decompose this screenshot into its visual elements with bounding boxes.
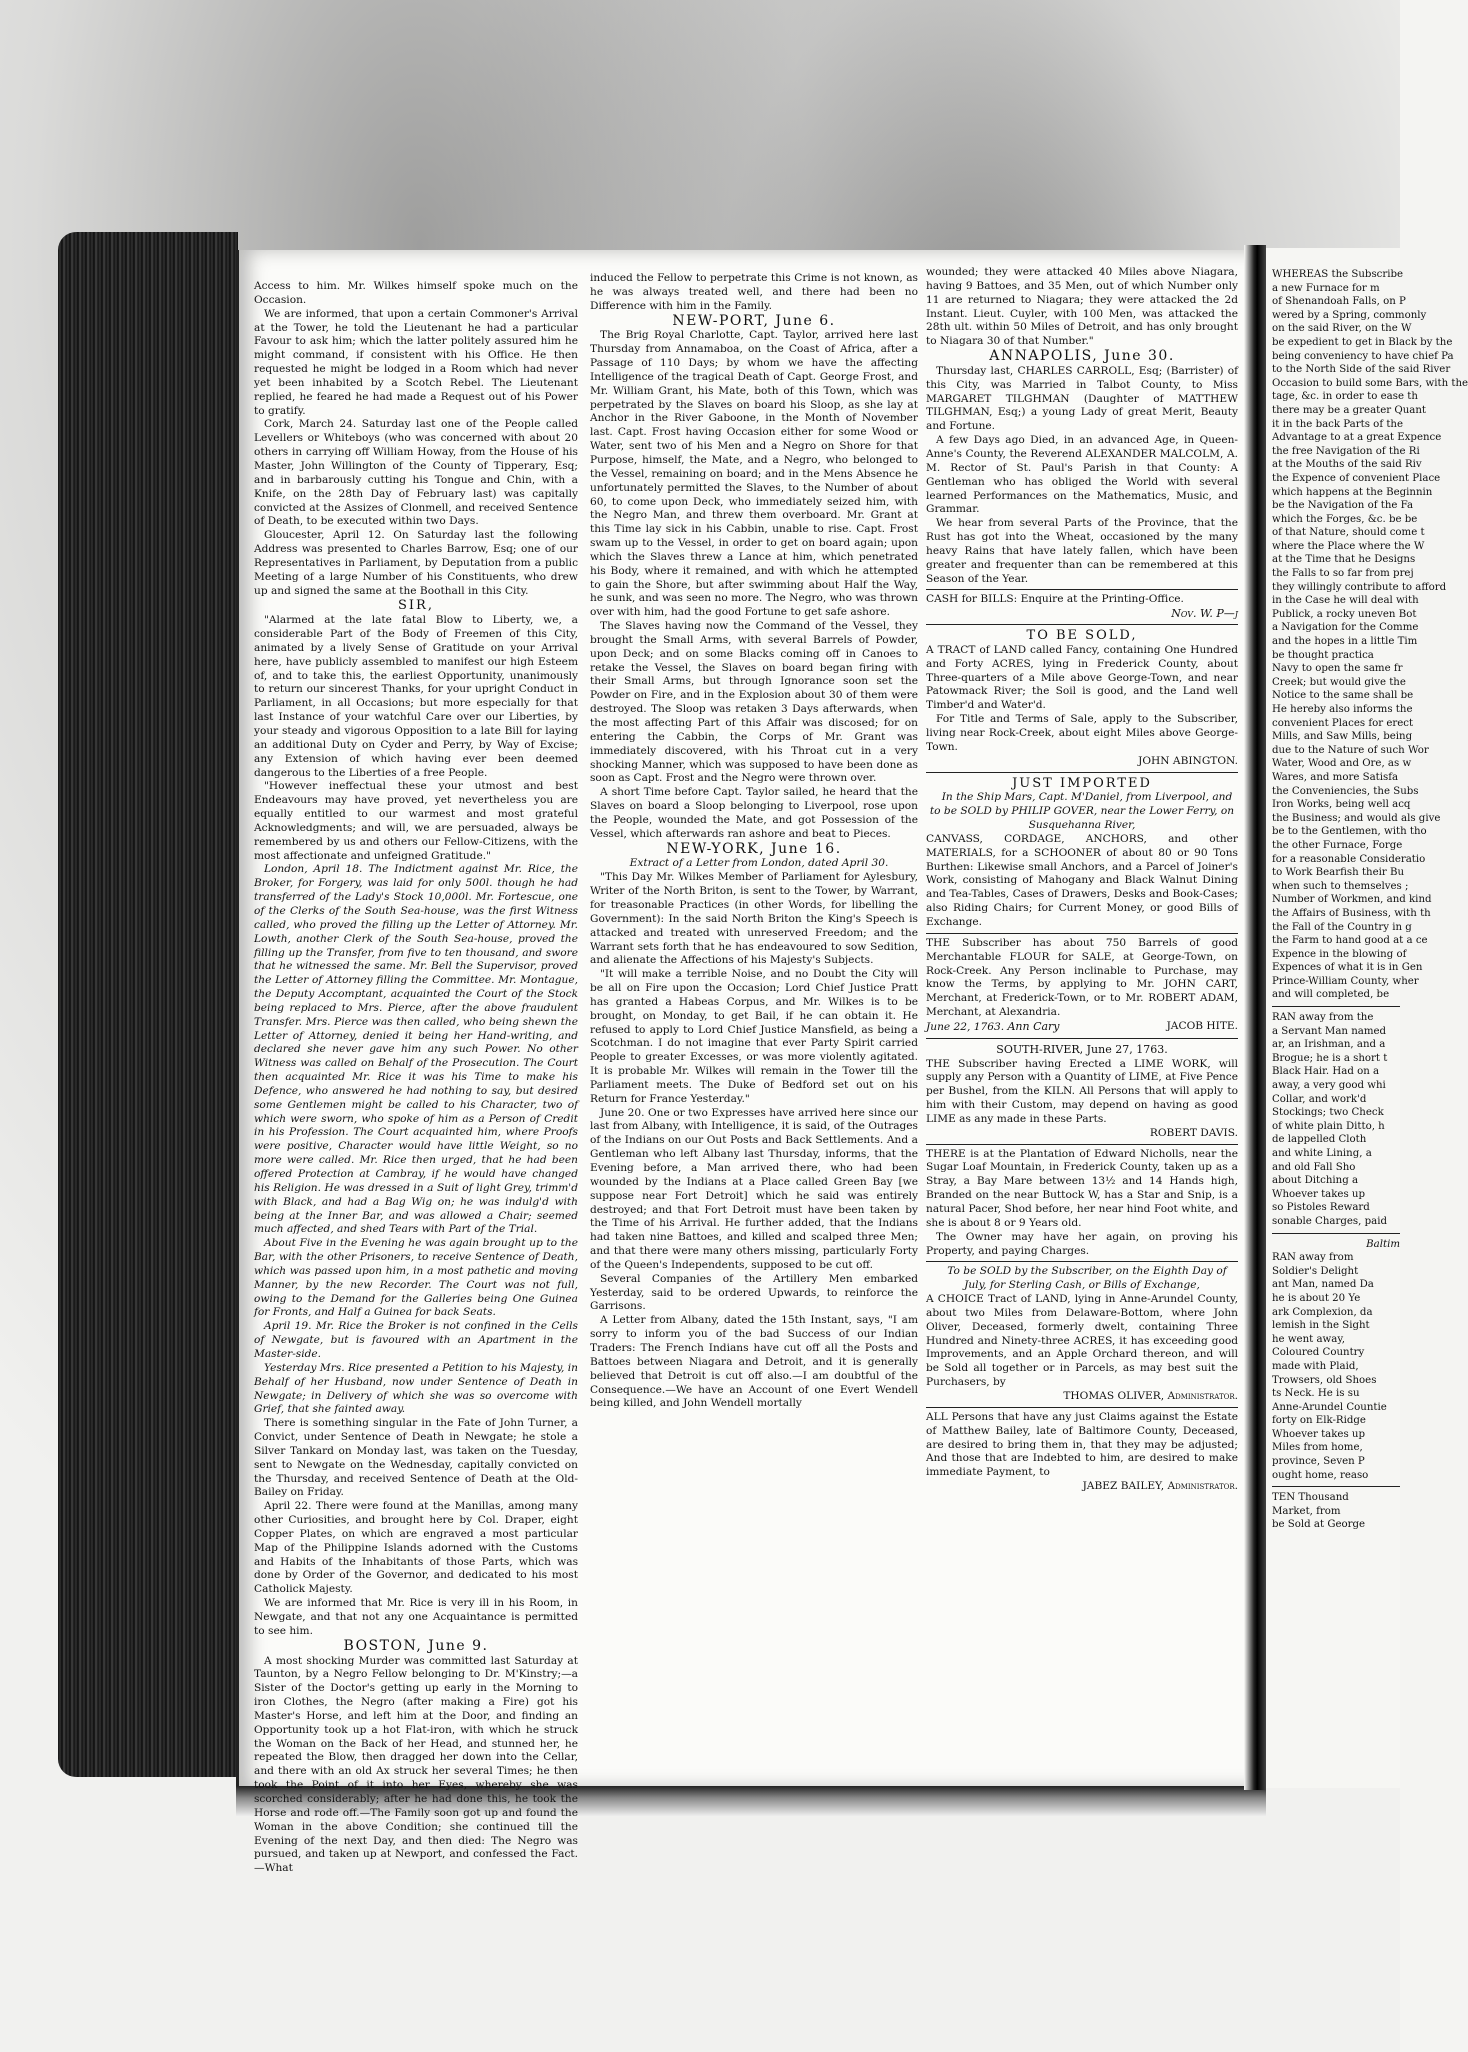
- text-line: and white Lining, a: [1272, 1148, 1372, 1159]
- text-line: TEN Thousand: [1272, 1492, 1349, 1504]
- ad-signature: JABEZ BAILEY, Administrator.: [1082, 1480, 1238, 1493]
- text-line: of that Nature, should come t: [1272, 527, 1425, 539]
- text-line: at the Mouths of the said Riv: [1272, 459, 1422, 471]
- extract-subheading: Extract of a Letter from London, dated April 30.: [629, 857, 889, 870]
- text-line: ts Neck. He is su: [1272, 1388, 1360, 1400]
- text-line: the Falls to so far from prej: [1272, 568, 1414, 580]
- text-line: ought home, reaso: [1272, 1469, 1369, 1481]
- ad-text: CASH for BILLS: Enquire at the Printing-Office.: [926, 593, 1184, 606]
- column-4-partial: [1272, 268, 1468, 1532]
- text-line: Coloured Country: [1272, 1347, 1365, 1359]
- text-line: the Conveniencies, the Subs: [1272, 785, 1419, 797]
- text-line: he went away,: [1272, 1333, 1345, 1345]
- ad-signature: JOHN ABINGTON.: [1138, 754, 1238, 767]
- text-line: to Work Bearfish their Bu: [1272, 867, 1405, 879]
- advertisement-tract: [926, 1261, 1238, 1403]
- text-line: and old Fall Sho: [1272, 1161, 1356, 1173]
- text-paragraph: "This Day Mr. Wilkes Member of Parliament for Aylesbury, Writer of the North Briton, is sent to the Tower, by Warrant, for treasonable Practices (in other Words, for libelling the Government): In the said North Briton the King's Speech is attacked and treated with unreserved Freedom; and the Warrant sets forth that he has endeavoured to sow Sedition, and alienate the Affections of his Majesty's Subjects.: [590, 871, 918, 967]
- ad-text: A TRACT of LAND called Fancy, containing One Hundred and Forty ACRES, lying in Frederick County, about Three-quarters of a Mile above George-Town, and near Patowmack River; the Soil is good, and the Land well Timber'd and Water'd.: [926, 643, 1238, 712]
- text-paragraph: "However ineffectual these your utmost and best Endeavours may have proved, yet nevertheless you are equally entitled to our warmest and most grateful Acknowledgments; and will, we are persuaded, always be remembered by us and others our Fellow-Citizens, with the most affectionate and unfeigned Gratitude.": [254, 780, 578, 862]
- text-paragraph: induced the Fellow to perpetrate this Crime is not known, as he was always treated well, and there had been no Difference with him in the Family.: [590, 272, 918, 312]
- text-line: Publick, a rocky uneven Bot: [1272, 608, 1417, 620]
- text-line: the Business; and would als give: [1272, 812, 1441, 824]
- text-line: lemish in the Sight: [1272, 1320, 1370, 1332]
- advertisement-land: [926, 624, 1238, 768]
- text-line: Occasion to build some Bars, with the: [1272, 377, 1468, 389]
- advertisement-lime: [926, 1038, 1238, 1141]
- text-line: the free Navigation of the Ri: [1272, 445, 1420, 457]
- advertisement-flour: [926, 933, 1238, 1035]
- divider: [1272, 1006, 1400, 1007]
- text-line: Miles from home,: [1272, 1442, 1363, 1454]
- divider: [1272, 1486, 1400, 1487]
- text-paragraph: A Letter from Albany, dated the 15th Instant, says, "I am sorry to inform you of the bad Success of our Indian Traders: The French Indians have cut off all the Posts and Battoes between Niagara and Detroit, and it is generally believed that Detroit is cut off also.—I am doubtful of the Consequence.—We have an Account of one Evert Wendell being killed, and John Wendell mortally: [590, 1314, 918, 1410]
- text-line: sonable Charges, paid: [1272, 1215, 1387, 1227]
- ad-subheading: In the Ship Mars, Capt. M'Daniel, from Liverpool, and to be SOLD by PHILIP GOVER, near the Lower Ferry, on Susquehanna River,: [929, 791, 1235, 832]
- text-line: Expence in the blowing of: [1272, 948, 1407, 960]
- ad-text: For Title and Terms of Sale, apply to the Subscriber, living near Rock-Creek, about eight Miles above George-Town.: [926, 713, 1238, 753]
- text-paragraph: wounded; they were attacked 40 Miles above Niagara, having 9 Battoes, and 35 Men, out of which Number only 11 are returned to Niagara; they were attacked the 2d Instant. Lieut. Cuyler, with 100 Men, was attacked the 28th ult. within 50 Miles of Detroit, and has only brought to Niagara 30 of that Number.": [926, 266, 1238, 348]
- text-line: Black Hair. Had on a: [1272, 1066, 1380, 1078]
- text-line: be expedient to get in Black by the: [1272, 336, 1453, 348]
- ad-signature: JACOB HITE.: [1166, 1019, 1238, 1032]
- ad-date-line: [926, 1020, 1238, 1035]
- text-paragraph: There is something singular in the Fate of John Turner, a Convict, under Sentence of Death in Newgate; he stole a Silver Tankard on Monday last, was taken on the Tuesday, sent to Newgate on the Wednesday, capitally convicted on the Thursday, and received Sentence of Death at the Old-Bailey on Friday.: [254, 1417, 578, 1499]
- text-line: of white plain Ditto, h: [1272, 1120, 1385, 1132]
- text-line: the Affairs of Business, with th: [1272, 907, 1431, 919]
- text-line: and will completed, be: [1272, 989, 1390, 1001]
- ad-text: A CHOICE Tract of LAND, lying in Anne-Arundel County, about two Miles from Delaware-Bottom, where John Oliver, Deceased, formerly dwelt, containing Three Hundred and Ninety-three ACRES, it has exceeding good Improvements, and an Apple Orchard thereon, and will be Sold all together or in Parcels, as may best suit the Purchasers, by: [926, 1293, 1238, 1389]
- runaway-ad-1: [1272, 1011, 1400, 1229]
- text-line: Market, from: [1272, 1505, 1341, 1517]
- text-line: Notice to the same shall be: [1272, 690, 1414, 702]
- ad-signature: THOMAS OLIVER, Administrator.: [1063, 1389, 1238, 1402]
- text-line: the other Furnace, Forge: [1272, 839, 1403, 851]
- column-2: [590, 272, 918, 1411]
- text-line: be the Navigation of the Fa: [1272, 500, 1414, 512]
- text-paragraph: Yesterday Mrs. Rice presented a Petition to his Majesty, in Behalf of her Husband, now under Sentence of Death in Newgate; in Delivery of which she was so overcome with Grief, that she fainted away.: [254, 1361, 578, 1416]
- text-line: a Servant Man named: [1272, 1025, 1387, 1037]
- divider: [1272, 1233, 1400, 1234]
- dateline-heading: ANNAPOLIS, June 30.: [989, 348, 1175, 365]
- ten-thousand-ad: [1272, 1491, 1400, 1532]
- ad-heading: SOUTH-RIVER, June 27, 1763.: [996, 1042, 1168, 1056]
- text-line: be thought practica: [1272, 649, 1374, 661]
- text-line: due to the Nature of such Wor: [1272, 744, 1429, 756]
- text-paragraph: The Brig Royal Charlotte, Capt. Taylor, arrived here last Thursday from Annamaboa, on the Coast of Africa, after a Passage of 110 Days; by whom we have the affecting Intelligence of the tragical Death of Capt. George Frost, and Mr. William Grant, his Mate, both of this Town, which was perpetrated by the Slaves on board his Sloop, as she lay at Anchor in the River Gaboone, in the Month of November last. Capt. Frost having Occasion either for some Wood or Water, sent two of his Men and a Negro on Shore for that Purpose, himself, the Mate, and a Negro, who belonged to the Vessel, remaining on board; and in the Mens Absence he unfortunately permitted the Slaves, to the Number of about 60, to come upon Deck, who immediately seized him, with the Negro Man, and threw them overboard. Mr. Grant at this Time lay sick in his Cabbin, unable to rise. Capt. Frost swam up to the Vessel, in order to get on board again; upon which the Slaves threw a Lance at him, which penetrated his Body, where it remained, and with which he attempted to gain the Shore, but after swimming about Half the Way, he sunk, and was seen no more. The Negro, who was thrown over with him, had the good Fortune to get safe ashore.: [590, 329, 918, 619]
- text-line: Expences of what it is in Gen: [1272, 962, 1423, 974]
- text-line: about Ditching a: [1272, 1175, 1359, 1187]
- text-line: to the North Side of the said River: [1272, 364, 1451, 376]
- handwritten-note: Nov. W. P—j: [1171, 607, 1238, 621]
- text-line: ar, an Irishman, and a: [1272, 1039, 1386, 1051]
- ad-signature: ROBERT DAVIS.: [1149, 1126, 1238, 1139]
- ad-heading: TO BE SOLD,: [1026, 628, 1138, 644]
- text-line: He hereby also informs the: [1272, 704, 1413, 715]
- advertisement-cash: [926, 589, 1238, 621]
- text-paragraph: Gloucester, April 12. On Saturday last the following Address was presented to Charles Barrow, Esq; one of our Representatives in Parliament, by Deputation from a public Meeting of a large Number of his Constituents, who drew up and signed the same at the Boothall in this City.: [254, 529, 578, 597]
- ad-text: The Owner may have her again, on proving his Property, and paying Charges.: [926, 1230, 1238, 1257]
- text-line: be Sold at George: [1272, 1519, 1366, 1531]
- book-page-edges: [58, 232, 238, 1777]
- text-line: away, a very good whi: [1272, 1080, 1386, 1092]
- text-line: Number of Workmen, and kind: [1272, 894, 1432, 906]
- runaway-ad-2: [1272, 1251, 1400, 1482]
- dateline-heading: NEW-PORT, June 6.: [672, 312, 836, 329]
- text-line: he is about 20 Ye: [1272, 1292, 1361, 1304]
- text-line: province, Seven P: [1272, 1456, 1365, 1468]
- text-line: the Expence of convenient Place: [1272, 472, 1441, 484]
- ad-heading: JUST IMPORTED: [1012, 775, 1152, 791]
- text-line: Whoever takes up: [1272, 1428, 1366, 1440]
- text-line: where the Place where the W: [1272, 540, 1425, 552]
- advertisement-claims: [926, 1407, 1238, 1494]
- text-paragraph: Several Companies of the Artillery Men embarked Yesterday, said to be ordered Upwards, to reinforce the Garrisons.: [590, 1272, 918, 1313]
- text-paragraph: About Five in the Evening he was again brought up to the Bar, with the other Prisoners, to receive Sentence of Death, which was passed upon him, in a most pathetic and moving Manner, by the new Recorder. The Court was not full, owing to the Demand for the Galleries being One Guinea for Fronts, and Half a Guinea for back Seats.: [254, 1237, 578, 1319]
- text-paragraph: Access to him. Mr. Wilkes himself spoke much on the Occasion.: [254, 280, 578, 306]
- text-paragraph: We are informed that Mr. Rice is very ill in his Room, in Newgate, and that not any one Acquaintance is permitted to see him.: [254, 1597, 578, 1637]
- text-line: when such to themselves ;: [1272, 880, 1409, 892]
- text-line: at the Time that he Designs: [1272, 554, 1416, 566]
- text-line: the Farm to hand good at a ce: [1272, 935, 1428, 947]
- text-line: convenient Places for erect: [1272, 717, 1414, 729]
- text-line: ark Complexion, da: [1272, 1306, 1373, 1318]
- text-paragraph: We hear from several Parts of the Province, that the Rust has got into the Wheat, occasioned by the many heavy Rains that have lately fallen, which have been greater and frequenter than can be remembered at this Season of the Year.: [926, 517, 1238, 585]
- text-line: on the said River, on the W: [1272, 323, 1412, 335]
- text-line: which happens at the Beginnin: [1272, 486, 1433, 498]
- text-line: it in the back Parts of the: [1272, 418, 1404, 430]
- text-line: tage, &c. in order to ease th: [1272, 391, 1418, 403]
- text-line: so Pistoles Reward: [1272, 1202, 1370, 1214]
- text-line: Wares, and more Satisfa: [1272, 771, 1399, 783]
- text-line: Water, Wood and Ore, as w: [1272, 758, 1412, 770]
- text-paragraph: April 19. Mr. Rice the Broker is not confined in the Cells of Newgate, but is favoured with an Apartment in the Master-side.: [254, 1320, 578, 1360]
- text-line: RAN away from the: [1272, 1012, 1374, 1024]
- text-paragraph: A short Time before Capt. Taylor sailed, he heard that the Slaves on board a Sloop belonging to Liverpool, rose upon the People, wounded the Mate, and got Possession of the Vessel, which afterwards ran ashore and beat to Pieces.: [590, 786, 918, 840]
- text-line: Whoever takes up: [1272, 1188, 1366, 1200]
- text-line: Brogue; he is a short t: [1272, 1052, 1388, 1064]
- ad-text: THE Subscriber has about 750 Barrels of good Merchantable FLOUR for SALE, at George-Town, on Rock-Creek. Any Person inclinable to Purchase, may know the Terms, by applying to Mr. JOHN CART, Merchant, at Frederick-Town, or to Mr. ROBERT ADAM, Merchant, at Alexandria.: [926, 936, 1238, 1019]
- text-paragraph: Cork, March 24. Saturday last one of the People called Levellers or Whiteboys (who was concerned with about 20 others in carrying off William Howay, from the House of his Master, John Willington of the County of Tipperary, Esq; and in barbarously cutting his Tongue and Chin, with a Knife, on the 28th Day of February last) was capitally convicted at the Assizes of Clonmell, and received Sentence of Death, to be executed within two Days.: [254, 418, 578, 528]
- text-line: RAN away from: [1272, 1252, 1354, 1264]
- text-line: there may be a greater Quant: [1272, 404, 1427, 416]
- handwritten-note: Ann Cary: [1007, 1019, 1060, 1033]
- ad-subheading: To be SOLD by the Subscriber, on the Eighth Day of July, for Sterling Cash, or Bills of Exchange,: [947, 1265, 1227, 1292]
- text-line: for a reasonable Consideratio: [1272, 853, 1426, 865]
- ad-text: THE Subscriber having Erected a LIME WORK, will supply any Person with a Quantity of LIME, at Five Pence per Bushel, from the KILN. All Persons that will apply to him with their Custom, may depend on having as good LIME as any made in these Parts.: [926, 1057, 1238, 1125]
- text-line: de lappelled Cloth: [1272, 1134, 1367, 1146]
- text-line: Iron Works, being well acq: [1272, 799, 1411, 811]
- text-line: the Fall of the Country in g: [1272, 921, 1412, 933]
- advertisement-stray: [926, 1144, 1238, 1259]
- text-paragraph: April 22. There were found at the Manillas, among many other Curiosities, and brought here by Col. Draper, eight Copper Plates, on which are engraved a most particular Map of the Philippine Islands adorned with the Customs and Habits of the Inhabitants of those Parts, which was done by Order of the Governor, and dedicated to his most Catholick Majesty.: [254, 1500, 578, 1596]
- text-line: they willingly contribute to afford: [1272, 581, 1447, 593]
- text-line: wered by a Spring, commonly: [1272, 309, 1427, 321]
- text-line: a Navigation for the Comme: [1272, 622, 1419, 634]
- ad-text: THERE is at the Plantation of Edward Nicholls, near the Sugar Loaf Mountain, in Frederick County, taken up as a Stray, a Bay Mare between 13½ and 14 Hands high, Branded on the near Buttock W, has a Star and Snip, is a natural Pacer, Shod before, her near hind Foot white, and she is about 8 or 9 Years old.: [926, 1147, 1238, 1229]
- text-line: Mills, and Saw Mills, being: [1272, 731, 1413, 743]
- text-paragraph: The Slaves having now the Command of the Vessel, they brought the Small Arms, with several Barrels of Powder, upon Deck; and on some Blacks coming off in Canoes to retake the Vessel, the Slaves on board began firing with their Small Arms, but through Ignorance soon set the Powder on Fire, and in the Explosion about 30 of them were destroyed. The Sloop was retaken 3 Days afterwards, when the most affecting Part of this Affair was discosed; for on entering the Cabbin, the Corps of Mr. Grant was immediately discovered, with his Throat cut in a very shocking Manner, which was supposed to have been done as soon as Capt. Frost and the Negro were thrown over.: [590, 620, 918, 785]
- text-line: Stockings; two Check: [1272, 1107, 1384, 1119]
- column-3: [926, 266, 1238, 1494]
- text-paragraph: June 20. One or two Expresses have arrived here since our last from Albany, with Intelligence, it is said, of the Outrages of the Indians on our Out Posts and Back Settlements. And a Gentleman who left Albany last Thursday, informs, that the Evening before, a Man arrived there, who had been wounded by the Indians at a Place called Green Bay [we suppose near Fort Detroit] which he said was entirely destroyed; and that Fort Detroit must have been taken by the Time of his Arrival. He further added, that the Indians had taken nine Battoes, and killed and scalped three Men; and that there were many others missing, particularly Forty of the Queen's Independents, supposed to be cut off.: [590, 1106, 918, 1271]
- text-line: which the Forges, &c. be be: [1272, 513, 1418, 525]
- text-paragraph: A most shocking Murder was committed last Saturday at Taunton, by a Negro Fellow belonging to Dr. M'Kinstry;—a Sister of the Doctor's getting up early in the Morning to iron Clothes, the Negro (after making a Fire) got his Master's Horse, and left him at the Door, and finding an Opportunity took up a hot Flat-iron, with which he struck the Woman on the Back of her Head, and stunned her, he repeated the Blow, then dragged her down into the Cellar, and there with an old Ax struck her several Times; he then took the Point of it into her Eyes, whereby she was scorched considerably; after he had done this, he took the Horse and rode off.—The Family soon got up and found the Woman in the above Condition; she continued till the Evening of the next Day, and then died: The Negro was pursued, and taken up at Newport, and confessed the Fact.—What: [254, 1654, 578, 1875]
- ad-text: CANVASS, CORDAGE, ANCHORS, and other MATERIALS, for a SCHOONER of about 80 or 90 Tons Burthen: Likewise small Anchors, and a Parcel of Joiner's Work, consisting of Mahogany and Black Walnut Dining and Tea-Tables, Cases of Drawers, Desks and Book-Cases; also Riding Chairs; for Current Money, or good Bills of Exchange.: [926, 832, 1238, 928]
- text-line: Collar, and work'd: [1272, 1093, 1367, 1105]
- text-line: Anne-Arundel Countie: [1272, 1401, 1387, 1413]
- text-line: be to the Gentlemen, with tho: [1272, 826, 1427, 838]
- text-paragraph: We are informed, that upon a certain Commoner's Arrival at the Tower, he told the Lieutenant he had a particular Favour to ask him; which the latter politely assured him he might command, if consistent with his Office. He then requested he might be lodged in a Room which had never yet been inhabited by a Scotch Rebel. The Lieutenant replied, he feared he had made a Request out of his Power to gratify.: [254, 307, 578, 417]
- text-paragraph: "Alarmed at the late fatal Blow to Liberty, we, a considerable Part of the Body of Freemen of this City, animated by a lively Sense of Gratitude on your Arrival here, have publicly assembled to manifest our high Esteem of, and to take this, the earliest Opportunity, unanimously to return our sincerest Thanks, for your upright Conduct in Parliament, in all Occasions; but more especially for that last Instance of your watchful Care over our Liberties, by your steady and vigorous Opposition to a late Bill for laying an additional Duty on Cyder and Perry, by Way of Excise; any Extension of which having ever been deemed dangerous to the Liberties of a free People.: [254, 614, 578, 779]
- text-line: Soldier's Delight: [1272, 1265, 1359, 1277]
- text-line: a new Furnace for m: [1272, 282, 1380, 294]
- text-line: in the Case he will deal with: [1272, 595, 1419, 607]
- text-line: Creek; but would give the: [1272, 676, 1406, 688]
- text-line: forty on Elk-Ridge: [1272, 1415, 1366, 1427]
- book-gutter: [1244, 245, 1266, 1790]
- text-line: Trowsers, old Shoes: [1272, 1374, 1377, 1386]
- text-line: of Shenandoah Falls, on P: [1272, 296, 1406, 308]
- text-paragraph: London, April 18. The Indictment against Mr. Rice, the Broker, for Forgery, was laid for only 500l. though he had transferred of the Lady's Stock 10,000l. Mr. Fortescue, one of the Clerks of the South Sea-house, was the first Witness called, who proved the filling up the Letter of Attorney. Mr. Lowth, another Clerk of the South Sea-house, proved the filling up the Transfer, from five to ten thousand, and swore that he witnessed the same. Mr. Bell the Supervisor, proved the Letter of Attorney filling the Committee. Mr. Montague, the Deputy Accomptant, acquainted the Court of the Stock being replaced to Mrs. Pierce, after the above fraudulent Transfer. Mrs. Pierce was then called, who being shewn the Letter of Attorney, denied it being her Hand-writing, and declared she never gave him any such Power. No other Witness was called on Behalf of the Prosecution. The Court then acquainted Mr. Rice it was his Time to make his Defence, who answered he had nothing to say, but desired some Gentlemen might be called to his Character, two of which were sworn, who spoke of him as a Person of Credit in his Profession. The Court acquainted him, where Proofs were positive, Character would have little Weight, so no more were called. Mr. Rice then urged, that he had been offered Protection at Cambray, if he would have changed his Religion. He was dressed in a Suit of light Grey, trimm'd with Black, and had a Bag Wig on; he was indulg'd with being at the Inner Bar, and was allowed a Chair; seemed much affected, and shed Tears with Part of the Trial.: [254, 863, 578, 1236]
- text-line: Navy to open the same fr: [1272, 663, 1403, 675]
- text-line: WHEREAS the Subscribe: [1272, 269, 1404, 280]
- column-1: [254, 280, 578, 1876]
- text-paragraph: "It will make a terrible Noise, and no Doubt the City will be all on Fire upon the Occasion; Lord Chief Justice Pratt has granted a Habeas Corpus, and Mr. Wilkes is to be brought, on Monday, to get Bail, if he can obtain it. He refused to apply to Lord Chief Justice Mansfield, as being a Scotchman. I do not imagine that ever Party Spirit carried People to greater Excesses, or was more violently agitated. It is probable Mr. Wilkes will remain in the Tower till the Parliament meets. The Duke of Bedford set out on his Return for France Yesterday.": [590, 968, 918, 1105]
- dateline: Baltim: [1366, 1238, 1400, 1250]
- ad-date: June 22, 1763.: [926, 1020, 1005, 1033]
- advertisement-imported: [926, 772, 1238, 930]
- text-line: Prince-William County, wher: [1272, 975, 1419, 987]
- text-line: made with Plaid,: [1272, 1360, 1359, 1372]
- text-line: being conveniency to have chief Pa: [1272, 350, 1454, 362]
- dateline-heading: NEW-YORK, June 16.: [666, 840, 842, 857]
- text-line: and the hopes in a little Tim: [1272, 636, 1418, 648]
- facing-page-lines: [1272, 268, 1468, 1002]
- text-line: ant Man, named Da: [1272, 1279, 1374, 1291]
- dateline-heading: BOSTON, June 9.: [343, 1637, 489, 1654]
- text-paragraph: A few Days ago Died, in an advanced Age, in Queen-Anne's County, the Reverend ALEXANDER MALCOLM, A. M. Rector of St. Paul's Parish in that County: A Gentleman who has obliged the World with several learned Performances on the Mathematics, Music, and Grammar.: [926, 434, 1238, 516]
- text-line: Advantage to at a great Expence: [1272, 432, 1442, 444]
- section-heading: SIR,: [398, 598, 434, 614]
- ad-text: ALL Persons that have any just Claims against the Estate of Matthew Bailey, late of Baltimore County, Deceased, are desired to bring them in, that they may be adjusted; And those that are Indebted to him, are desired to make immediate Payment, to: [926, 1410, 1238, 1479]
- text-paragraph: Thursday last, CHARLES CARROLL, Esq; (Barrister) of this City, was Married in Talbot County, to Miss MARGARET TILGHMAN (Daughter of MATTHEW TILGHMAN, Esq;) a young Lady of great Merit, Beauty and Fortune.: [926, 364, 1238, 433]
